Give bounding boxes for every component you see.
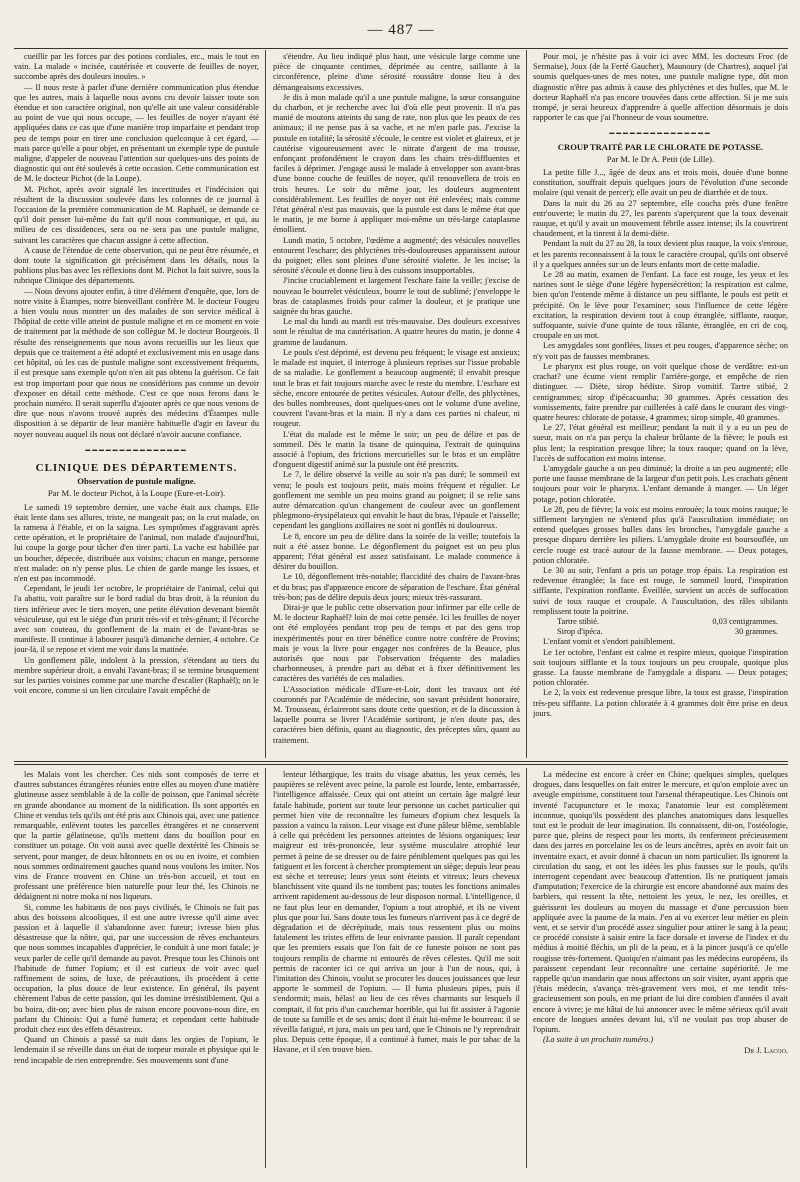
column-3 — [533, 52, 788, 758]
prescription-dose: 0,03 centigrammes. — [712, 616, 778, 626]
paragraph: Le mal du lundi au mardi est très-mauvaise. Des douleurs excessives sont le résultat de ma cautérisation. A quatre heures du matin, je donne 4 gramme de laudanum. — [273, 317, 520, 347]
paragraph: Quand un Chinois a passé sa nuit dans les orgies de l'opium, le lendemain il se réveille dans un état de torpeur morale et physique qui le rend incapable de rien entreprendre. Ses mouvements sont d'une — [14, 1035, 259, 1065]
paragraph: lenteur léthargique, les traits du visage abattus, les yeux cernés, les paupières se relèvent avec peine, la parole est lourde, lente, embarrassée, l'intelligence affaissée. Ceux qui ont atteint un certain âge malgré leur fatale habitude, portent sur toute leur personne un cachet particulier qui permet bien vite de reconnaître les fumeurs d'opium chez lesquels la passion a vaincu la raison. Leur visage est d'une pâleur blême, semblable à celle qui précèdent les personnes atteintes de lésions organiques; leur maigreur est très-prononcée, leur système musculaire atrophié leur permet à peine de se dresser ou de faire péniblement quelques pas qui les fatiguent et les forcent à chercher promptement un siège; depuis leur peau est sèche et terreuse; leurs yeux sont éteints et vitreux; leurs cheveux blanchissent vite quand ils ne tombent pas; toutes les fonctions animales arrivent rapidement au-dessous de leur disposon normal. L'intelligence, il ne faut plus leur en demander, l'opium a tout atrophié, et ils ne vivent plus que pour lui. Sans doute tous les fumeurs n'arrivent pas à ce degré de dégradation et de décrépitude, mais tous ressentent plus ou moins fatalement les tristes effets de leur enivrante passion. Il paraît cependant que les premiers essais que l'on fait de ce funeste poison ne sont pas toujours remplis de charme ni entourés de rêves célestes. Qu'il me soit permis de raconter ici ce qui arriva un jour à l'un de nous, qui, à l'imitation des Chinois, voulut se procurer les douces jouissances que leur apporte le sommeil de l'opium. — Il fuma plusieurs pipes, puis il s'endormit; mais, hélas! au lieu de ces rêves charmants sur lesquels il comptait, il fut pris d'un cauchemar horrible, qui lui fit assister à l'agonie de toute sa famille et de ses amis; dont il était lui-même le bourreau: il se réveilla fatigué, et jura, mais un peu tard, que le Chinois ne l'y reprendrait plus. Depuis cette époque, il a continué à fumer, mais le pur tabac de la Havane, et il s'en trouve bien. — [273, 770, 520, 1055]
paragraph: — Il nous reste à parler d'une dernière communication plus étendue que les autres, mais à laquelle nous avons cru devoir laisser toute son étendue et son caractère original, non qu'elle ait une valeur considérable au point de vue qui nous occupe, — les feuilles de noyer n'ayant été appliquées dans ce cas que d'une manière trop imparfaite et pendant trop peu de temps pour en tirer une conclusion quelconque à cet égard, — mais parce qu'elle a pour objet, en présentant un exemple type de pustule maligne, d'appeler de nouveau l'attention sur quelques-uns des points de diagnostic qui ont été soulevés à cette occasion. Cette communication est de M. le docteur Pichot (de la Loupe). — [14, 82, 259, 184]
paragraph: cueillir par les forces par des potions cordiales, etc., mais le tout en vain. La malade « incisée, cautérisée et couverte de feuilles de noyer, succombe après des douleurs inouïes. » — [14, 52, 259, 82]
article-title: Observation de pustule maligne. — [77, 476, 196, 487]
paragraph: Si, comme les habitants de nos pays civilisés, le Chinois ne fait pas abus des boissons alcooliques, il est une autre ivresse qu'il aime avec passion et à laquelle il s'abandonne avec fureur; ivresse bien plus désastreuse que la nôtre, qui, par une succession de rêves enchanteurs que nous sommes incapables d'apprécier, le conduit à une mort fatale; je veux parler de celle qu'il demande au pavot. Presque tous les Chinois ont l'habitude de fumer l'opium; et il est curieux de voir avec quel raffinement de soins, de luxe, de précautions, ils procèdent à cette occupation, la plus douce de leur existence. En général, ils payent chèrement l'abus de cette passion, qui les domine irrésistiblement. Qui a bu boira, dit-on; avec bien plus de raison encore pouvons-nous dire, en parlant du Chinois: Qui a fumé fumera; et cependant cette habitude produit chez eux des effets désastreux. — [14, 902, 259, 1035]
paragraph: Dirai-je que le public cette observation pour infirmer par elle celle de M. le docteur Raphaël? loin de moi cette pensée. Ici les feuilles de noyer ont été employées pendant trop peu de temps et par des gens trop inexpérimentés pour en tirer bénéfice contre notre confrère de Provins; mais je vous la livre pour engager nos confrères de la Beauce, plus autorisés que nous par l'observation fréquente des maladies charbonneuses, à prendre part au débat et à fixer définitivement les caractères des variétés de ces maladies. — [273, 602, 520, 684]
page-number: — 487 — — [14, 22, 788, 39]
paragraph: les Malais vont les chercher. Ces nids sont composés de terre et d'autres substances étrangères réunies entre elles au moyen d'une matière glutineuse assez semblable à de la colle de poisson, que l'animal sécrète en grande abondance au moment de la nidification. Ils sont apportés en Chine et vendus tels qu'ils ont été pris aux Chinois qui, avec une patience remarquable, enlèvent toutes les parcelles étrangères et ne conservent que la partie gélatineuse, qu'ils mettent dans du bouillon pour en constituer un potage. On voit aussi avec quelle dextérité les Chinois se servent, pour manger, de deux bâtonnets en os ou en ivoire, et combien nous sommes ordinairement gauches quand nous voulons les imiter. Nos vins de France trouvent en Chine un très-bon accueil, et tout en professant une préférence bien naturelle pour leur thé, les Chinois ne dédaignent ni notre moka ni nos liqueurs. — [14, 770, 259, 902]
paragraph: Le 10, dégonflement très-notable; flaccidité des chairs de l'avant-bras et du bras; pas d'apparence encore de séparation de l'eschare. État général très-bon; pas de délire depuis deux jours; mieux très-rassurant. — [273, 572, 520, 602]
paragraph: Le pharynx est plus rouge, on voit quelque chose de verdâtre: est-un crachat? une écume vient remplir l'arrière-gorge, et empêche de rien distinguer. — Diète, sirop hédiste. Sirop vomitif. Tartre stibié, 2 centigrammes; sirop d'ipécacuanha; 30 grammes. Après cessation des vomissements, faire prendre par cuillerées à café dans le courant des vingt-quatre heures: chlorate de potasse, 4 grammes; sirop simple, 40 grammes. — [533, 361, 788, 422]
paragraph: Le 27, l'état général est meilleur; pendant la nuit il y a eu un peu de sueur, mais on n'a pas perçu la chaleur brûlante de la fièvre; le pouls est plus lent; la respiration presque libre; la toux rauque; quand on la lève, l'accès de suffocation est moins intense. — [533, 423, 788, 463]
paragraph: Le samedi 19 septembre dernier, une vache était aux champs. Elle était lente dans ses allures, triste, ne mangeait pas; on la crut malade, on la ramena à l'étable, et on la saigna. Les symptômes d'aggravant après cette opération, et le propriétaire de l'animal, non malade d'aujourd'hui, lui coupe la gorge pour tâcher d'en tirer parti. La vache est habillée par un boucher, dépecée, distribuée aux voisins; chacun en mange, personne n'est malade: on n'y pense plus. Le chien de garde mange les issues, et n'en est pas incommodé. — [14, 502, 259, 583]
column-divider — [265, 768, 266, 1168]
article-author: Par M. le Dr A. Petit (de Lille). — [606, 153, 715, 164]
paragraph: Le 7, le délire observé la veille au soir n'a pas duré; le sommeil est venu; le pouls est toujours petit, mais moins fréquent et régulier. Le gonflement me semble un peu moins grand au poignet; il se relie sans autre démarcation qu'un changement de couleur avec un gonflement phlegmono-érysipélateux qui envahit le haut du bras, l'épaule et l'aisselle; cependant les ganglions axillaires ne sont ni gonflés ni douloureux. — [273, 470, 520, 531]
paragraph: Pendant la nuit du 27 au 28, la toux devient plus rauque, la voix s'enroue, et les parents reconnaissent à la toux le caractère croupal, qu'ils ont observé il y a quelques années sur un de leurs enfants mort de cette maladie. — [533, 239, 788, 269]
paragraph: L'état du malade est le même le soir; un peu de délire et pas de sommeil. Dès le matin la tisane de quinquina, l'extrait de quinquina associé à l'opium, des frictions mercurielles sur le bras et un emplâtre d'onguent digestif animé sur la pustule ont été prescrits. — [273, 429, 520, 470]
feuilleton-column-2 — [273, 770, 520, 1170]
column-divider — [526, 50, 527, 758]
page-header — [14, 22, 788, 46]
paragraph: Le 30 au soir, l'enfant a pris un potage trop épais. La respiration est redevenue étranglée; la face est rouge, le sommeil lourd, l'inspiration sifflante, l'expiration ronflante. Éveillée, survient un accès de suffocation suivi de toux rauque et croupale. A l'auscultation, des râles sibilants remplissent toute la poitrine. — [533, 565, 788, 616]
column-2 — [273, 52, 520, 758]
paragraph: Pour moi, je n'hésite pas à voir ici avec MM. les docteurs Froc (de Sermaise), Joux (de la Ferté Gaucher), Maunoury (de Chartres), auquel j'ai soumis quelques-unes de mes notes, une pustule maligne type, dût mon diagnostic n'être pas admis à cause des phlyctènes et des bulles, que M. le docteur Raphaël n'a pas encore trouvées dans cette affection. Si je me suis trompé, je serai heureux d'apprendre à quelle affection désormais je dois rapporter le cas que j'ai l'honneur de vous soumettre. — [533, 52, 788, 123]
column-1 — [14, 52, 259, 758]
paragraph: L'enfant vomit et s'endort paisiblement. — [543, 637, 676, 647]
author-signature: Dr J. Lacoo. — [744, 1046, 788, 1056]
paragraph: La médecine est encore à créer en Chine; quelques simples, quelques drogues, dans lesquelles on fait entrer le mercure, et qu'on emploie avec un aveugle empirisme, constituent tout l'arsenal thérapeutique. Les Chinois ont inventé l'acupuncture et le moxa; l'anatomie leur est complètement inconnue, quoiqu'ils possèdent des planches anatomiques dans lesquelles tout est le produit de leur imagination. Ils connaissent, dit-on, l'ostéologie, parce que, pleins de respect pour les morts, ils renferment précieusement dans des jarres en porcelaine les os de leurs ancêtres, après en avoir fait un inventaire exact, et avoir donné à chacun un nom particulier. Ils ignorent la circulation du sang, et ont les idées les plus fausses sur le pouls, qu'ils interrogent cependant avec beaucoup d'attention. Ils ne pratiquent jamais d'amputation; l'exercice de la chirurgie est encore abandonné aux mains des barbiers, qui ressent la tête, nettoient les yeux, le nez, les oreilles, et guérissent les douleurs au moyen du massage et d'une percussion bien appliquée avec la paume de la main. J'en ai vu exercer leur métier en plein vent, et se servir d'un procédé assez singulier pour attirer le sang à la peau; ce procédé consiste à saisir entre la face dorsale et inverse de l'index et du médius à moitié fléchis, un pli de la peau, et à la pincer jusqu'à ce qu'elle rougisse très-fortement. Quoiqu'en n'aimant pas les médecins européens, ils paraissent cependant leur reconnaître une certaine supériorité. Je me rappelle qu'un mandarin que nous affectons un soir visiter, ayant appris que j'étais médecin, s'avança très-gravement vers moi, et me tendit très-gracieusement son pouls, en me priant de lui dire combien d'années il avait encore à vivre; je me hâtai de lui annoncer avec le même sérieux qu'il avait encore de longues années devant lui, s'il ne voulait pas trop abuser de l'opium. — [533, 770, 788, 1035]
prescription-dose: 30 grammes. — [734, 627, 778, 637]
paragraph: Le 2, la voix est redevenue presque libre, la toux est grasse, l'inspiration très-peu sifflante. La potion chloratée à 4 grammes doit être prise en deux jours. — [533, 688, 788, 718]
paragraph: — Nous devons ajouter enfin, à titre d'élément d'enquête, que, lors de notre visite à Étampes, notre bienveillant confrère M. le docteur Fougeu a bien voulu nous montrer un des malades de son service médical à l'hôpital de cette ville atteint de pustule maligne et en ce moment en voie de traitement par la méthode de son collègue M. le docteur Bourgeois. Il résulte des renseignements que nous avons recueillis sur les lieux que depuis que ce traitement a été adopté et exclusivement mis en usage dans cet hôpital, où les cas de pustule maligne sont excessivement fréquents, il est presque sans exemple qu'on n'en ait pas obtenu la guérison. Ce fait est trop important pour que nous ne considérions pas comme un devoir d'exposer en détail cette méthode. C'est ce que nous ferons dans le prochain numéro. Il serait superflu d'ajouter après ce que nous venons de dire que nous n'avons trouvé auprès des médecins d'Étampes nulle disposition à se départir de leur manière habituelle d'agir en faveur du noyer nouveau auquel ils nous ont déclaré n'avoir aucune confiance. — [14, 286, 259, 439]
prescription-line — [533, 617, 788, 627]
article-title: CROUP TRAITÉ PAR LE CHLORATE DE POTASSE. — [557, 141, 764, 152]
paragraph: Le 28, peu de fièvre; la voix est moins enrouée; la toux moins rauque; le sifflement laryngien ne s'entend plus qu'à l'auscultation immédiate; on entend quelques grosses bulles dans les bronches, l'amygdale gauche a presque disparu derrière les piliers. L'amygdale droite est boursouflée, un cercle rouge est tracé autour de la fausse membrane. — Deux potages, potion chloratée. — [533, 504, 788, 565]
column-divider — [265, 50, 266, 758]
paragraph: Dans la nuit du 26 au 27 septembre, elle coucha près d'une fenêtre entr'ouverte; le matin du 27, les parents s'aperçurent que la toux devenait rauque, et qu'il y avait un mouvement fébrile assez intense; ils la couvrirent chaudement, et la tinrent à la demi-diète. — [533, 198, 788, 239]
section-ornament: ━━━━━━━━━━━━━━━ — [85, 445, 188, 455]
paragraph: Le 8, encore un peu de délire dans la soirée de la veille; toutefois la nuit a été assez bonne. Le dégonflement du poignet est un peu plus apparent; l'état général est assez satisfaisant. Le malade commence à désirer du bouillon. — [273, 531, 520, 572]
paragraph: Le 28 au matin, examen de l'enfant. La face est rouge, les yeux et les narines sont le siège d'une légère hypersécrétion; la respiration est calme, bien qu'on l'entende même à distance un peu sifflante, le pouls est petit et précipité. On le lève pour l'examiner; sous l'influence de cette légère excitation, la respiration devient tout à coup étranglée, sifflante, rauque, suffoquante, suivie d'une quinte de toux râlante, étranglée, en cri de coq, croupale en un mot. — [533, 270, 788, 341]
section-ornament: ━━━━━━━━━━━━━━━ — [609, 129, 712, 139]
prescription-item: Tartre stibié. — [557, 616, 600, 626]
feuilleton-rule — [14, 761, 788, 762]
paragraph: Cependant, le jeudi 1er octobre, le propriétaire de l'animal, celui qui l'a abattu, voit paraître sur le bord radial du bras droit, à la réunion du tiers inférieur avec le tiers moyen, une petite élévation devenant bientôt vésiculeuse, qui est le siége d'un prurit très-vif et très-gênant; il l'écorche avec son couteau, du gonflement de la main et de l'avant-bras se manifeste. Il continue à labourer jusqu'à dimanche dernier, 4 octobre. Ce jour-là, il se repose et vient me voir dans la matinée. — [14, 584, 259, 655]
column-divider — [526, 768, 527, 1168]
paragraph: M. Pichot, après avoir signalé les incertitudes et l'indécision qui résultent de la discussion soulevée dans les colonnes de ce journal à l'occasion de la première communication de M. Raphaël, se demande ce qu'il doit penser lui-même du fait qu'il nous communique, et qui, au milieu de ces dissidences, sera ou ne sera pas une pustule maligne, suivant les caractères que chacun assigne à cette affection. — [14, 184, 259, 245]
paragraph: Un gonflement pâle, indolent à la pression, s'étendant au tiers du membre supérieur droit, a envahi l'avant-bras; il se termine brusquement sur les parties voisines comme par une marche d'escalier (Raphaël); on le voit encore, comme si un lien circulaire l'avait empêché de — [14, 655, 259, 696]
paragraph: La petite fille J..., âgée de deux ans et trois mois, douée d'une bonne constitution, souffrait depuis quelques jours de l'évolution d'une seconde molaire (qui venait de percer); elle avait un peu de diarrhée et de toux. — [533, 168, 788, 198]
feuilleton-rule — [14, 764, 788, 765]
feuilleton-column-1 — [14, 770, 259, 1170]
continuation-note: (La suite à un prochain numéro.) — [543, 1035, 654, 1045]
prescription-item: Sirop d'ipéca. — [557, 627, 603, 637]
paragraph: s'étendre. Au lieu indiqué plus haut, une vésicule large comme une pièce de cinquante centimes, déprimée au centre, saillante à la circonférence, pleine d'une sérosité roussâtre donne lieu à des démangeaisons excessives. — [273, 52, 520, 92]
paragraph: Je dis à mon malade qu'il a une pustule maligne, la sœur consanguine du charbon, et je recherche avec lui d'où elle peut provenir. Il n'a pas manié de moutons atteints du sang de rate, non plus que les peaux de ces animaux; il ne pense pas à sa vache, et ne m'en parle pas. J'excise la pustule en totalité; la sérosité s'écoule, le centre est violet et glaireux, et je cautérise vigoureusement avec le nitrate d'argent de ma trousse, enfonçant profondément le crayon dans les chairs très-diffluentes et faciles à déprimer. J'engage aussi le malade à envelopper son avant-bras d'une bonne couche de feuilles de noyer, qu'il renouvellera de trois en trois heures. Le soir du même jour, les douleurs augmentent considérablement. Les feuilles de noyer ont été enlevées; mais comme l'état général n'est pas mauvais, que la pustule est dans le même état que le matin, je me borne à appliquer moi-même un très-large cataplasme émollient. — [273, 92, 520, 235]
paragraph: Les amygdales sont gonflées, lisses et peu rouges, d'apparence sèche; on n'y voit pas de fausses membranes. — [533, 341, 788, 361]
paragraph: Le 1er octobre, l'enfant est calme et respire mieux, quoique l'inspiration soit toujours sifflante et la toux toujours un peu croupale, quoique plus grasse. La fausse membrane de l'amygdale a disparu. — Deux potages; potion chloratée. — [533, 647, 788, 688]
feuilleton-column-3 — [533, 770, 788, 1170]
article-author: Par M. le docteur Pichot, à la Loupe (Eure-et-Loir). — [47, 488, 226, 499]
paragraph: Le pouls s'est déprimé, est devenu peu fréquent; le visage est anxieux; le malade est inquiet, il interroge à plusieurs reprises sur l'issue probable de sa maladie. Le gonflement a beaucoup augmenté; il envahit presque tout le bras et fait toujours marche avec le reste du membre. L'eschare est sèche, encore entourée de petites vésicules. Autour d'elle, des phlyctènes, des bulles nombreuses, dont quelques-unes ont le volume d'une aveline, couvrent l'avant-bras et la main. Il n'y a dans ces parties ni chaleur, ni rougeur. — [273, 347, 520, 429]
paragraph: J'incise cruciablement et largement l'eschare faite la veille; j'excise de nouveau le bourrelet vésiculeux, bourre le tout de sublimé; j'enveloppe le bras de cataplasmes froids pour calmer la douleur, et je pratique une saignée du bras gauche. — [273, 276, 520, 317]
paragraph: L'Association médicale d'Eure-et-Loir, dont les travaux ont été couronnés par l'Académie de médecine, son savant président honoraire, M. Trousseau, éclaireront sans doute cette question, et de la discussion à laquelle pourra se livrer l'Académie sortiront, je n'en doute pas, des caractères bien définis, quant au diagnostic, des préceptes sûrs, quant au traitement. — [273, 684, 520, 745]
section-title: CLINIQUE DES DÉPARTEMENTS. — [35, 461, 238, 474]
header-rule — [14, 48, 788, 49]
prescription-line — [533, 627, 788, 637]
paragraph: A cause de l'étendue de cette observation, qui ne peut être résumée, et dont toute la signification git précisément dans les détails, nous la publions plus bas avec les réflexions dont M. Pichot la fait suivre, sous la rubrique Clinique des départements. — [14, 245, 259, 286]
paragraph: L'amygdale gauche a un peu diminué; la droite a un peu augmenté; elle porte une fausse membrane de la largeur d'un petit pois. Les crachats gênent toujours pour voir le pharynx. L'enfant demande à manger. — Un léger potage, potion chloratée. — [533, 463, 788, 504]
paragraph: Lundi matin, 5 octobre, l'œdème a augmenté; des vésicules nouvelles entourent l'eschare; des phlyctènes très-douloureuses apparaissent autour du poignet; elles sont pleines d'une sérosité violette. Je les incise; la sérosité s'écoule et donne lieu à des cuissons insupportables. — [273, 235, 520, 276]
